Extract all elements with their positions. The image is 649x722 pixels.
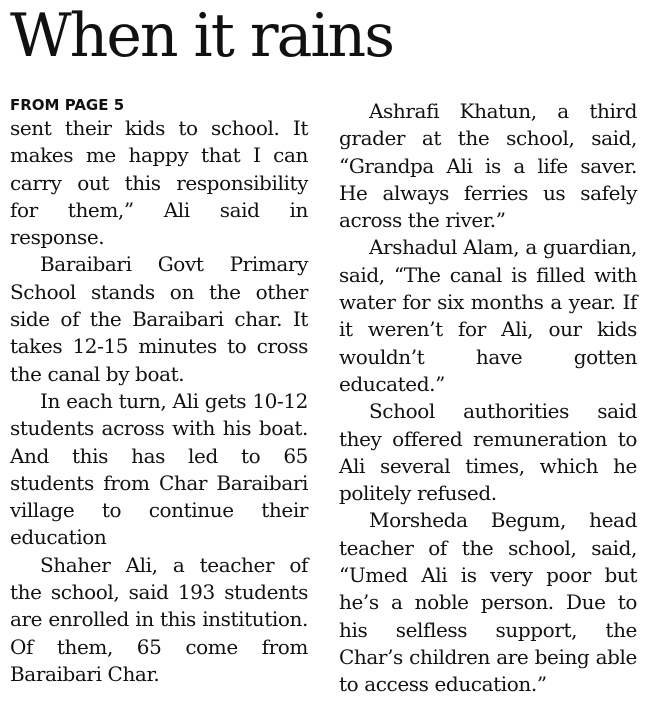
paragraph: Shaher Ali, a teacher of the school, said 193 students are enrolled in this institution. Of them, 65 come from Baraibari Char. [10, 552, 308, 686]
article-column-right [339, 98, 637, 699]
paragraph: Ashrafi Khatun, a third grader at the school, said, “Grandpa Ali is a life saver. He always ferries us safely across the river.” [339, 99, 637, 233]
paragraph: Baraibari Govt Primary School stands on the other side of the Baraibari char. It takes 12-15 minutes to cross the canal by boat. [10, 252, 308, 386]
paragraph: School authorities said they offered remuneration to Ali several times, which he politely refused. [339, 399, 637, 506]
paragraph: Arshadul Alam, a guardian, said, “The canal is filled with water for six months a year. If it weren’t for Ali, our kids wouldn’t have gotten educated.” [339, 235, 637, 396]
article-column-left [10, 96, 308, 688]
paragraph: Morsheda Begum, head teacher of the school, said, “Umed Ali is very poor but he’s a noble person. Due to his selfless support, the Char’s children are being able to access education.” [339, 508, 637, 697]
headline: When it rains [10, 1, 393, 71]
column-gutter [324, 100, 325, 710]
jump-line: FROM PAGE 5 [10, 96, 125, 114]
paragraph: In each turn, Ali gets 10-12 students across with his boat. And this has led to 65 students from Char Baraibari village to continue their education [10, 388, 308, 550]
paragraph: sent their kids to school. It makes me happy that I can carry out this responsibility for them,” Ali said in response. [10, 116, 308, 250]
